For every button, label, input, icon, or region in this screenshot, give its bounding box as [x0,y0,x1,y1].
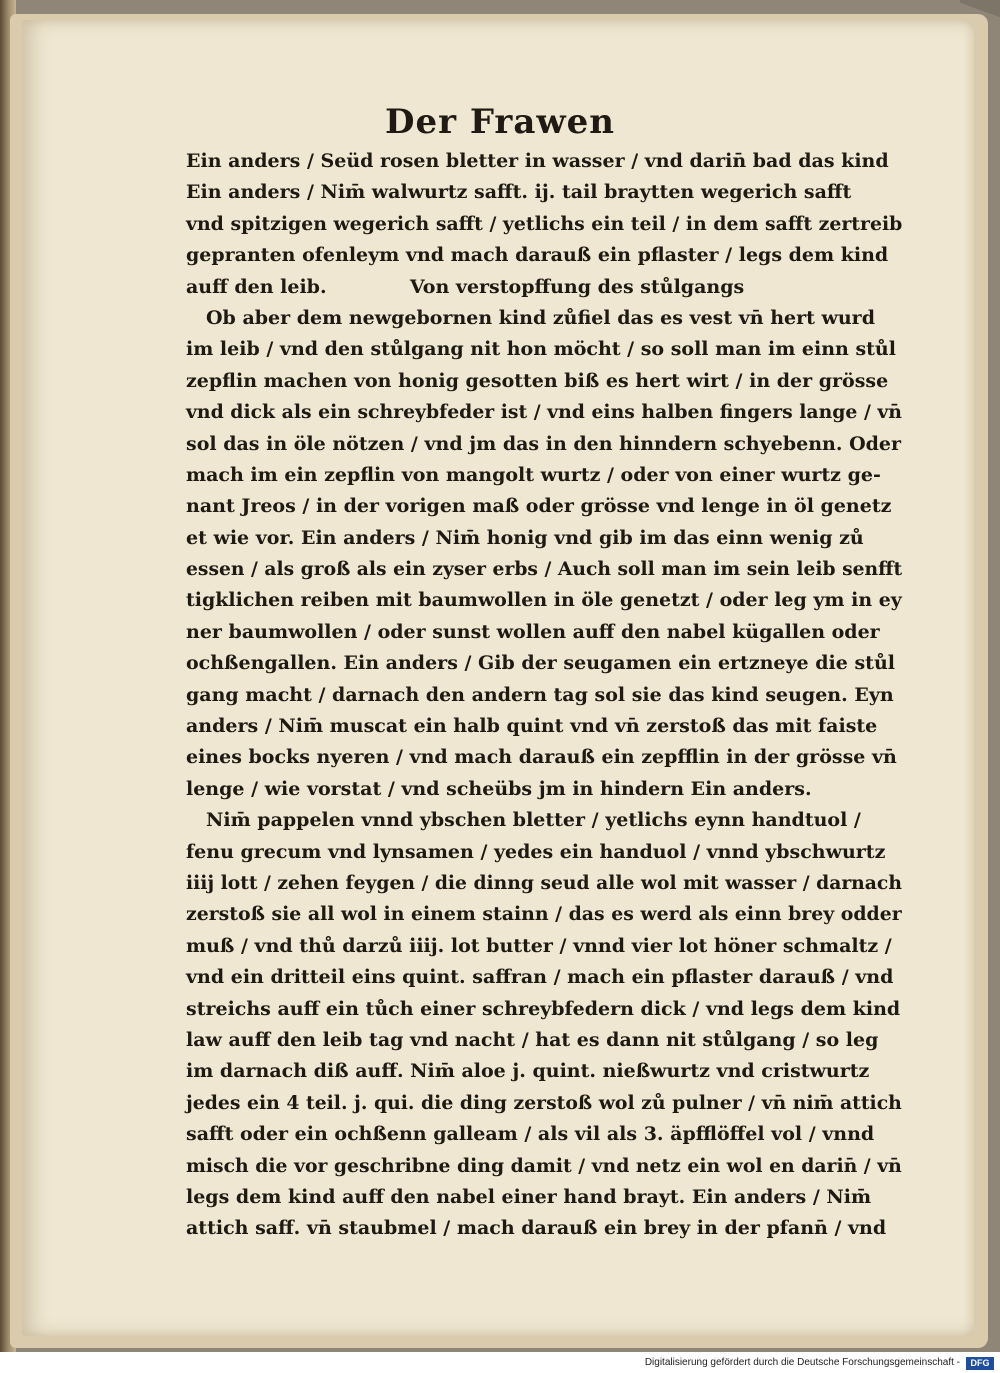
text-line: zerstoß sie all wol in einem stainn / das es werd als einn brey odder [186,903,902,926]
text-line: sol das in öle nötzen / vnd jm das in den hinndern schyebenn. Oder [186,432,902,455]
text-line: muß / vnd thů darzů iiij. lot butter / vnnd vier lot höner schmaltz / [186,934,892,957]
text-line: streichs auff ein tůch einer schreybfedern dick / vnd legs dem kind [186,997,901,1020]
text-line: safft oder ein ochßenn galleam / als vil als 3. äpfflöffel vol / vnnd [186,1123,875,1146]
text-line: legs dem kind auff den nabel einer hand brayt. Ein anders / Nim̄ [186,1185,872,1208]
text-line: im darnach diß auff. Nim̄ aloe j. quint. nießwurtz vnd cristwurtz [186,1060,870,1083]
text-line: gepranten ofenleym vnd mach darauß ein pflaster / legs dem kind [186,244,889,267]
text-line: vnd dick als ein schreybfeder ist / vnd eins halben fingers lange / vn̄ [186,401,902,424]
text-line: gang macht / darnach den andern tag sol sie das kind seugen. Eyn [186,683,894,706]
funding-notice: Digitalisierung gefördert durch die Deutsche Forschungsgemeinschaft - [644,1357,960,1368]
text-line: auff den leib. [186,275,327,298]
text-line: ochßengallen. Ein anders / Gib der seugamen ein ertzneye die stůl [186,652,895,675]
text-line: vnd ein dritteil eins quint. saffran / mach ein pflaster darauß / vnd [186,966,894,989]
body-text [186,146,902,1245]
text-line: fenu grecum vnd lynsamen / yedes ein handuol / vnnd ybschwurtz [186,840,886,863]
footer-bar [0,1354,1000,1373]
paragraph-start-line: Nim̄ pappelen vnnd ybschen bletter / yetlichs eynn handtuol / [206,809,861,832]
text-line: anders / Nim̄ muscat ein halb quint vnd vn̄ zerstoß das mit faiste [186,715,878,738]
text-line: eines bocks nyeren / vnd mach darauß ein zepfflin in der grösse vn̄ [186,746,897,769]
text-line: ner baumwollen / oder sunst wollen auff den nabel kügallen oder [186,620,880,643]
text-line: Ein anders / Seüd rosen bletter in wasser / vnd darin̄ bad das kind [186,150,889,172]
text-line-with-heading [186,272,902,303]
text-line: essen / als groß als ein zyser erbs / Auch soll man im sein leib senfft [186,558,903,581]
text-line: et wie vor. Ein anders / Nim̄ honig vnd gib im das einn wenig zů [186,526,864,549]
page-corner [960,0,1000,28]
text-line: mach im ein zepflin von mangolt wurtz / oder von einer wurtz ge- [186,463,881,486]
dfg-logo[interactable]: DFG [966,1357,994,1370]
text-line: vnd spitzigen wegerich safft / yetlichs ein teil / in dem safft zertreib [186,212,903,235]
text-line: zepflin machen von honig gesotten biß es hert wirt / in der grösse [186,369,889,392]
text-line: misch die vor geschribne ding damit / vnd netz ein wol en darin̄ / vn̄ [186,1154,902,1177]
paragraph-start-line: Ob aber dem newgebornen kind zůfiel das es vest vn̄ hert wurd [206,306,875,329]
text-line: nant Jreos / in der vorigen maß oder grösse vnd lenge in öl genetz [186,495,892,518]
text-line: lenge / wie vorstat / vnd scheübs jm in hindern Ein anders. [186,777,812,800]
text-line: attich saff. vn̄ staubmel / mach darauß ein brey in der pfann̄ / vnd [186,1217,887,1240]
text-line: iiij lott / zehen feygen / die dinng seud alle wol mit wasser / darnach [186,871,902,894]
running-head: Der Frawen [385,102,615,142]
text-line: Ein anders / Nim̄ walwurtz safft. ij. tail braytten wegerich safft [186,181,852,204]
text-line: im leib / vnd den stůlgang nit hon möcht / so soll man im einn stůl [186,338,896,361]
text-line: jedes ein 4 teil. j. qui. die ding zerstoß wol zů pulner / vn̄ nim̄ attich [186,1091,902,1114]
section-heading: Von verstopffung des stůlgangs [409,275,745,298]
text-line: tigklichen reiben mit baumwollen in öle genetzt / oder leg ym in ey [186,589,902,612]
text-line: law auff den leib tag vnd nacht / hat es dann nit stůlgang / so leg [186,1028,879,1051]
